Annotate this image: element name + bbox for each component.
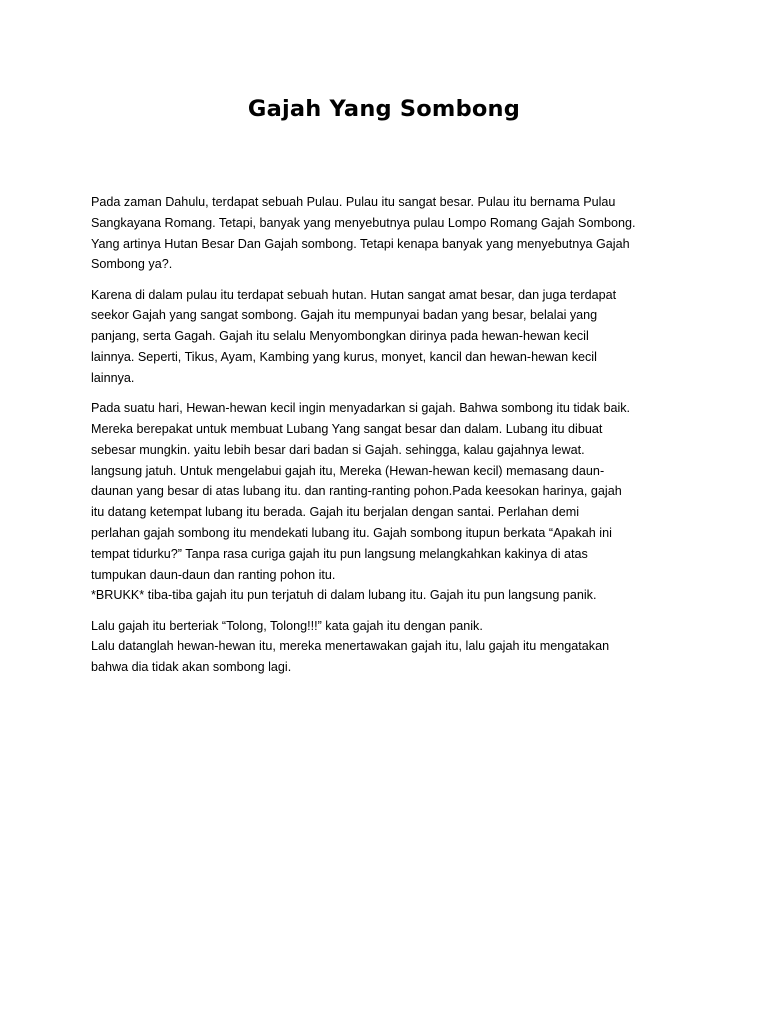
paragraph-3 — [91, 398, 691, 606]
paragraph-1 — [91, 192, 691, 275]
text-line: panjang, serta Gagah. Gajah itu selalu Menyombongkan dirinya pada hewan-hewan kecil — [91, 329, 589, 344]
text-line: itu datang ketempat lubang itu berada. Gajah itu berjalan dengan santai. Perlahan demi — [91, 505, 579, 520]
text-line: Lalu datanglah hewan-hewan itu, mereka menertawakan gajah itu, lalu gajah itu mengatakan — [91, 639, 610, 654]
text-line: bahwa dia tidak akan sombong lagi. — [91, 660, 292, 675]
text-line: daunan yang besar di atas lubang itu. dan ranting-ranting pohon.Pada keesokan harinya, gajah — [91, 484, 622, 499]
text-line: Sangkayana Romang. Tetapi, banyak yang menyebutnya pulau Lompo Romang Gajah Sombong. — [91, 215, 636, 230]
text-line: perlahan gajah sombong itu mendekati lubang itu. Gajah sombong itupun berkata “Apakah ini — [91, 525, 612, 540]
text-line: tempat tidurku?” Tanpa rasa curiga gajah itu pun langsung melangkahkan kakinya di atas — [91, 546, 588, 561]
text-line: lainnya. — [91, 370, 135, 385]
text-line: Karena di dalam pulau itu terdapat sebuah hutan. Hutan sangat amat besar, dan juga terdapat — [91, 287, 617, 302]
text-line: Mereka berepakat untuk membuat Lubang Yang sangat besar dan dalam. Lubang itu dibuat — [91, 421, 603, 436]
text-line: langsung jatuh. Untuk mengelabui gajah itu, Mereka (Hewan-hewan kecil) memasang daun- — [91, 463, 605, 478]
text-line: Yang artinya Hutan Besar Dan Gajah sombong. Tetapi kenapa banyak yang menyebutnya Gajah — [91, 236, 630, 251]
text-line: Lalu gajah itu berteriak “Tolong, Tolong!!!” kata gajah itu dengan panik. — [91, 618, 483, 633]
document-body — [91, 192, 691, 688]
paragraph-4 — [91, 616, 691, 678]
text-line: *BRUKK* tiba-tiba gajah itu pun terjatuh di dalam lubang itu. Gajah itu pun langsung panik. — [91, 588, 597, 603]
text-line: Sombong ya?. — [91, 257, 173, 272]
paragraph-2 — [91, 285, 691, 389]
text-line: lainnya. Seperti, Tikus, Ayam, Kambing yang kurus, monyet, kancil dan hewan-hewan kecil — [91, 350, 597, 365]
text-line: seekor Gajah yang sangat sombong. Gajah itu mempunyai badan yang besar, belalai yang — [91, 308, 598, 323]
document-title: Gajah Yang Sombong — [247, 96, 521, 122]
text-line: Pada zaman Dahulu, terdapat sebuah Pulau. Pulau itu sangat besar. Pulau itu bernama Pulau — [91, 195, 616, 209]
text-line: Pada suatu hari, Hewan-hewan kecil ingin menyadarkan si gajah. Bahwa sombong itu tidak baik. — [91, 401, 631, 416]
text-line: tumpukan daun-daun dan ranting pohon itu. — [91, 567, 336, 582]
text-line: sebesar mungkin. yaitu lebih besar dari badan si Gajah. sehingga, kalau gajahnya lewat. — [91, 442, 585, 457]
